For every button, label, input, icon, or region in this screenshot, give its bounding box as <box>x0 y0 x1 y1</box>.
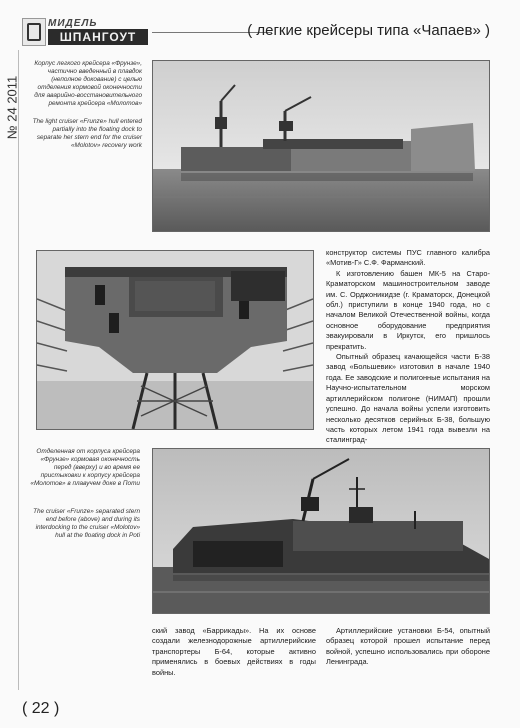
logo-top-text: МИДЕЛЬ <box>48 18 98 29</box>
photo3-caption-ru: Отделенная от корпуса крейсера «Фрунзе» кормовая оконечность перед (вверху) и во время ее пристыковки к корпусу крейсера «Молотов» в плавучем доке в Поти <box>30 448 140 487</box>
body-column-right <box>326 248 490 446</box>
photo-stern-section <box>36 250 314 430</box>
body-paragraph: ский завод «Баррикады». На их основе создали железнодорожные артиллерийские транспортеры Б-64, которые активно применялись в боевых действиях в годы войны. <box>152 626 316 677</box>
photo-interdocking <box>152 448 490 614</box>
photo1-caption-ru: Корпус легкого крейсера «Фрунзе», частично введенный в плавдок (неполное докование) с целью отделения кормовой оконечности для аварийно-восстановительного ремонта крейсера «Молотов» <box>34 60 142 107</box>
issue-label-text: № 24 2011 <box>4 75 20 140</box>
page-number: ( 22 ) <box>22 700 60 717</box>
body-paragraph: конструктор системы ПУС главного калибра «Мотив-Г» С.Ф. Фарманский. <box>326 248 490 268</box>
magazine-logo <box>22 18 150 46</box>
frame-icon <box>22 18 46 46</box>
body-column-bottom-right <box>326 626 490 668</box>
photo3-caption-en: The cruiser «Frunze» separated stern end before (above) and during its interdocking to the cruiser «Molotov» hull at the floating dock in Poti <box>33 508 140 539</box>
series-title: ( легкие крейсеры типа «Чапаев» ) <box>247 22 490 39</box>
body-paragraph: К изготовлению башен МК-5 на Старо-Краматорском машиностроительном заводе им. С. Орджоникидзе (г. Краматорск, Донецкой обл.) приступили в конце 1940 года, но с началом Великой Отечественной войны, когда основное оборудование предприятия эвакуировали в Иркутск, его пришлось прекратить. <box>326 268 490 351</box>
photo-hull-in-dock <box>152 60 490 232</box>
body-paragraph: Артиллерийские установки Б-54, опытный образец которой прошел испытание перед войной, успешно использовались при обороне Ленинграда. <box>326 626 490 667</box>
photo1-caption-en: The light cruiser «Frunze» hull entered partially into the floating dock to separate her stern end for the cruiser «Molotov» recovery work <box>32 118 142 149</box>
logo-main-text: ШПАНГОУТ <box>48 29 148 45</box>
body-column-bottom-left <box>152 626 316 678</box>
margin-divider <box>18 50 19 690</box>
body-paragraph: Опытный образец качающейся части Б-38 завод «Большевик» изготовил в начале 1940 года. Ее заводские и полигонные испытания на Научно-испытательном морском артиллерийском полигоне (НИМАП) прошли успешно. До начала войны успели изготовить несколько десятков серийных Б-38, большую часть которых летом 1941 года вывезли на сталинград- <box>326 352 490 445</box>
